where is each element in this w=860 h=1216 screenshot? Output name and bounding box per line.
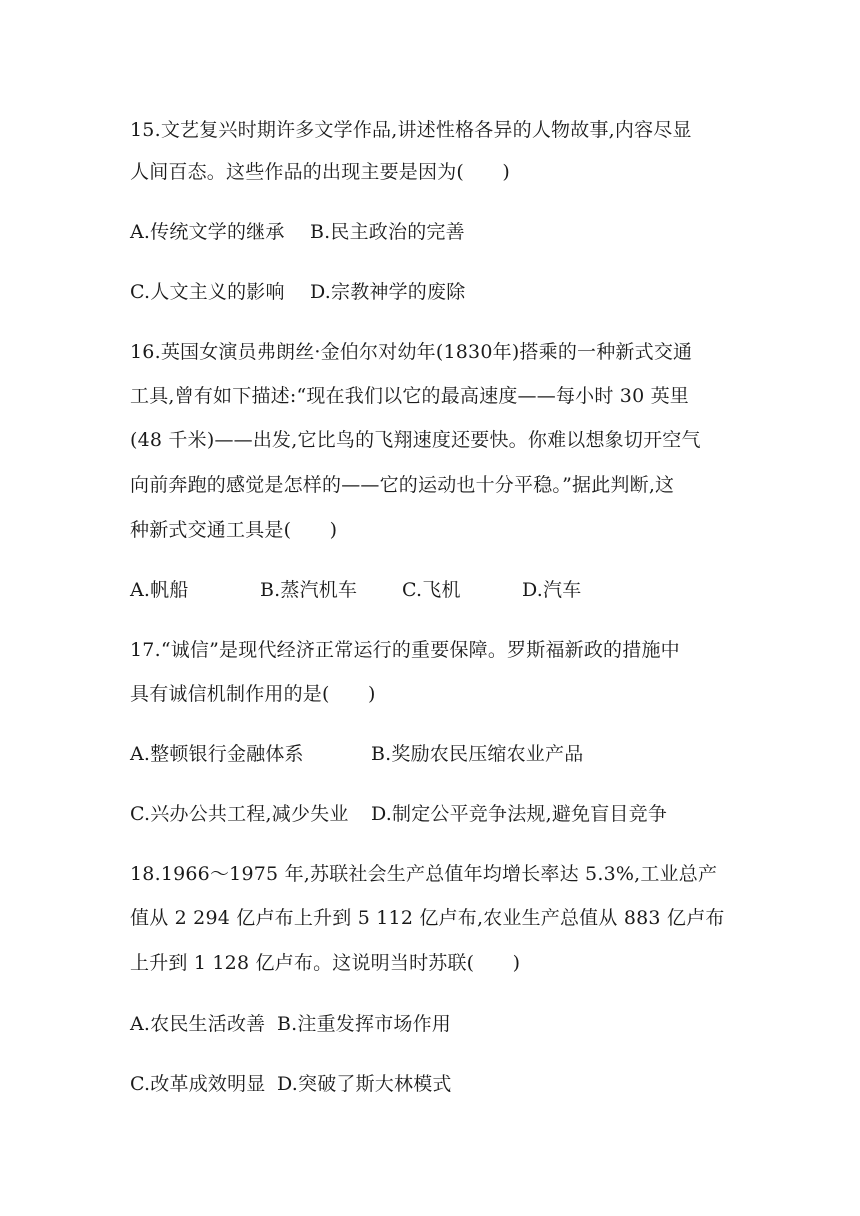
question-stem-line: 15.文艺复兴时期许多文学作品,讲述性格各异的人物故事,内容尽显	[130, 119, 692, 141]
option-b: B.蒸汽机车	[260, 579, 358, 601]
option-d: D.汽车	[522, 579, 582, 601]
option-c: C.改革成效明显	[130, 1073, 266, 1095]
option-c: C.人文主义的影响	[130, 281, 285, 303]
question-stem-line: 向前奔跑的感觉是怎样的——它的运动也十分平稳。”据此判断,这	[130, 474, 675, 496]
option-d: D.制定公平竞争法规,避免盲目竞争	[371, 803, 668, 825]
question-stem-line: 17.“诚信”是现代经济正常运行的重要保障。罗斯福新政的措施中	[130, 639, 680, 661]
option-a: A.传统文学的继承	[130, 221, 285, 243]
option-a: A.帆船	[130, 579, 189, 601]
question-stem-line: 具有诚信机制作用的是( )	[130, 683, 376, 705]
option-b: B.奖励农民压缩农业产品	[371, 743, 584, 765]
option-b: B.民主政治的完善	[310, 221, 465, 243]
option-c: C.兴办公共工程,减少失业	[130, 803, 349, 825]
option-line	[130, 280, 740, 304]
option-a: A.农民生活改善	[130, 1013, 266, 1035]
option-line	[130, 1072, 740, 1096]
option-d: D.宗教神学的废除	[310, 281, 466, 303]
option-a: A.整顿银行金融体系	[130, 743, 304, 765]
option-line	[130, 578, 740, 602]
question-stem-line: (48 千米)——出发,它比鸟的飞翔速度还要快。你难以想象切开空气	[130, 429, 701, 451]
question-stem-line: 工具,曾有如下描述:“现在我们以它的最高速度——每小时 30 英里	[130, 385, 690, 407]
question-stem-line: 值从 2 294 亿卢布上升到 5 112 亿卢布,农业生产总值从 883 亿卢布	[130, 907, 725, 929]
option-line	[130, 1012, 740, 1036]
question-stem-line: 上升到 1 128 亿卢布。这说明当时苏联( )	[130, 952, 521, 974]
question-stem-line: 18.1966～1975 年,苏联社会生产总值年均增长率达 5.3%,工业总产	[130, 863, 718, 885]
question-stem-line: 人间百态。这些作品的出现主要是因为( )	[130, 161, 511, 183]
question-stem-line: 种新式交通工具是( )	[130, 519, 338, 541]
option-line	[130, 802, 740, 826]
option-d: D.突破了斯大林模式	[277, 1073, 452, 1095]
question-stem-line: 16.英国女演员弗朗丝·金伯尔对幼年(1830年)搭乘的一种新式交通	[130, 341, 693, 363]
option-line	[130, 742, 740, 766]
option-c: C.飞机	[402, 579, 461, 601]
option-line	[130, 220, 740, 244]
option-b: B.注重发挥市场作用	[277, 1013, 452, 1035]
